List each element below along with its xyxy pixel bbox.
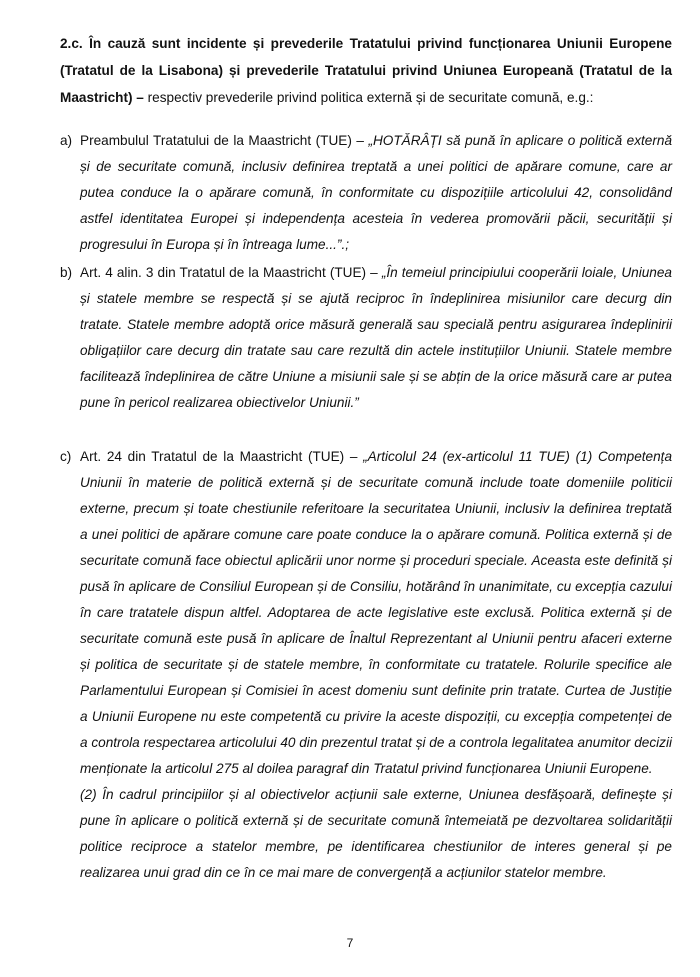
item-source: Art. 24 din Tratatul de la Maastricht (TUE) – xyxy=(80,449,364,464)
page-number: 7 xyxy=(346,936,354,950)
item-body xyxy=(80,444,672,782)
item-source: Preambulul Tratatului de la Maastricht (TUE) – xyxy=(80,133,369,148)
item-body xyxy=(80,128,672,258)
item-letter: c) xyxy=(60,449,72,464)
item-letter: b) xyxy=(60,265,73,280)
list-item-a xyxy=(60,128,672,258)
item-body xyxy=(80,260,672,416)
list-item-b xyxy=(60,260,672,416)
item-quote: „Articolul 24 (ex-articolul 11 TUE) (1) Competența Uniunii în materie de politică externă și de securitate comună include toate domeniile politicii externe, precum și toate chestiunile referitoare la securitatea Uniunii, inclusiv la definirea treptată a unei politici de apărare comune care poate conduce la o apărare comună. Politica externă și de securitate comună face obiectul aplicării unor norme și proceduri speciale. Aceasta este definită și pusă în aplicare de Consiliul European și de Consiliu, hotărând în unanimitate, cu excepția cazului în care tratatele dispun altfel. Adoptarea de acte legislative este exclusă. Politica externă și de securitate comună este pusă în aplicare de Înaltul Reprezentant al Uniunii pentru afaceri externe și politica de securitate și de statele membre, în conformitate cu tratatele. Rolurile specifice ale Parlamentului European și Comisiei în acest domeniu sunt definite prin tratate. Curtea de Justiție a Uniunii Europene nu este competentă cu privire la aceste dispoziții, cu excepția competenței de a controla respectarea articolului 40 din prezentul tratat și de a controla legalitatea anumitor decizii menționate la articolul 275 al doilea paragraf din Tratatul privind funcționarea Uniunii Europene. xyxy=(80,449,673,776)
item-letter: a) xyxy=(60,133,73,148)
item-quote: „În temeiul principiului cooperării loiale, Uniunea și statele membre se respectă și se ajută reciproc în îndeplinirea misiunilor care decurg din tratate. Statele membre adoptă orice măsură generală sau specială pentru asigurarea îndeplinirii obligațiilor care decurg din tratate sau care rezultă din actele instituțiilor Uniunii. Statele membre facilitează îndeplinirea de către Uniune a misiunii sale și se abțin de la orice măsură care ar putea pune în pericol realizarea obiectivelor Uniunii.” xyxy=(80,265,672,410)
item-source: Art. 4 alin. 3 din Tratatul de la Maastricht (TUE) – xyxy=(80,265,382,280)
section-rest-text: respectiv prevederile privind politica externă și de securitate comună, e.g.: xyxy=(143,90,594,105)
list-item-c xyxy=(60,444,672,782)
section-number: 2.c. xyxy=(60,36,83,51)
paragraph-2: (2) În cadrul principiilor și al obiectivelor acțiunii sale externe, Uniunea desfășoară, definește și pune în aplicare o politică externă și de securitate comună întemeiată pe dezvoltarea solidarității politice reciproce a statelor membre, pe identificarea chestiunilor de interes general și pe realizarea unui grad din ce în ce mai mare de convergență a acțiunilor statelor membre. xyxy=(80,787,672,880)
item-quote: „HOTĂRÂȚI să pună în aplicare o politică externă și de securitate comună, inclusiv definirea treptată a unei politici de apărare comune, care ar putea conduce la o apărare comună, în conformitate cu dispozițiile articolului 42, consolidând astfel identitatea Europei și independența acesteia în vederea promovării păcii, securității și progresului în Europa și în întreaga lume...”.; xyxy=(80,133,672,252)
section-heading xyxy=(60,30,672,111)
section-bold-text: În cauză sunt incidente și prevederile Tratatului privind funcționarea Uniunii Europene (Tratatul de la Lisabona) și prevederile Tratatului privind Uniunea Europeană (Tratatul de la Maastricht) – xyxy=(60,36,672,105)
